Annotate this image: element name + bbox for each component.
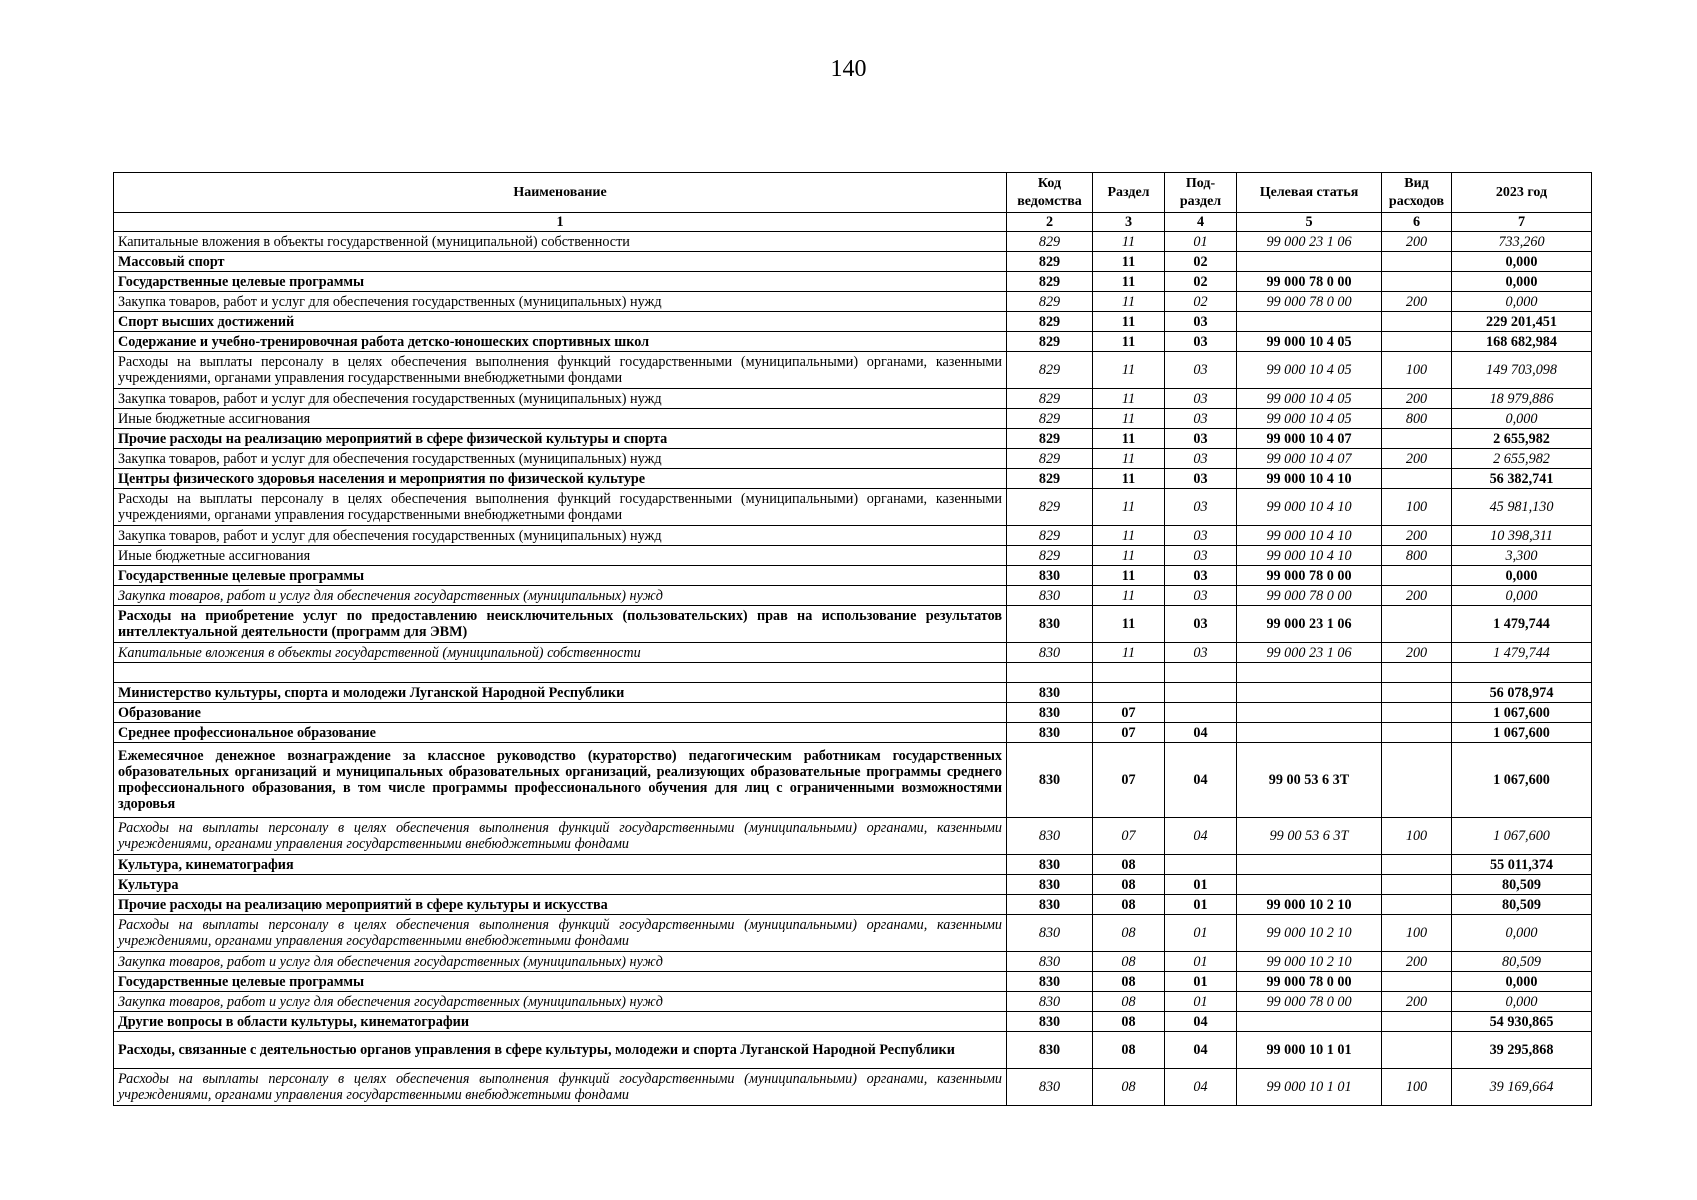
cell-type <box>1382 312 1452 332</box>
column-number-row <box>114 213 1592 232</box>
cell-section: 08 <box>1093 1032 1165 1069</box>
cell-name: Ежемесячное денежное вознаграждение за классное руководство (кураторство) педагогическим работникам государственных образовательных организаций и муниципальных образовательных организаций, реализующих образовательные программы среднего профессионального образования, в том числе программы профессионального обучения для лиц с ограниченными возможностями здоровья <box>114 743 1007 818</box>
cell-year: 1 067,600 <box>1452 723 1592 743</box>
table-row <box>114 683 1592 703</box>
cell-name: Закупка товаров, работ и услуг для обеспечения государственных (муниципальных) нужд <box>114 952 1007 972</box>
cell-section: 08 <box>1093 952 1165 972</box>
cell-target: 99 000 78 0 00 <box>1237 992 1382 1012</box>
cell-name <box>114 663 1007 683</box>
cell-year: 0,000 <box>1452 972 1592 992</box>
cell-target: 99 000 23 1 06 <box>1237 232 1382 252</box>
cell-section <box>1093 683 1165 703</box>
cell-type <box>1382 703 1452 723</box>
cell-target: 99 000 78 0 00 <box>1237 272 1382 292</box>
cell-type: 200 <box>1382 586 1452 606</box>
table-row <box>114 586 1592 606</box>
cell-name: Прочие расходы на реализацию мероприятий в сфере культуры и искусства <box>114 895 1007 915</box>
cell-name: Закупка товаров, работ и услуг для обеспечения государственных (муниципальных) нужд <box>114 449 1007 469</box>
cell-dept: 830 <box>1007 952 1093 972</box>
cell-type: 200 <box>1382 643 1452 663</box>
table-row <box>114 332 1592 352</box>
cell-type <box>1382 855 1452 875</box>
cell-target: 99 000 10 4 05 <box>1237 409 1382 429</box>
cell-name: Расходы, связанные с деятельностью органов управления в сфере культуры, молодежи и спорта Луганской Народной Республики <box>114 1032 1007 1069</box>
cell-year: 1 067,600 <box>1452 703 1592 723</box>
cell-name: Расходы на выплаты персоналу в целях обеспечения выполнения функций государственными (муниципальными) органами, казенными учреждениями, органами управления государственными внебюджетными фондами <box>114 818 1007 855</box>
col-number: 5 <box>1237 213 1382 232</box>
cell-type: 200 <box>1382 232 1452 252</box>
cell-name: Капитальные вложения в объекты государственной (муниципальной) собственности <box>114 643 1007 663</box>
col-header-section: Раздел <box>1093 173 1165 213</box>
cell-name: Министерство культуры, спорта и молодежи Луганской Народной Республики <box>114 683 1007 703</box>
cell-subsection: 01 <box>1165 992 1237 1012</box>
table-row <box>114 992 1592 1012</box>
cell-dept: 830 <box>1007 586 1093 606</box>
cell-year: 10 398,311 <box>1452 526 1592 546</box>
cell-section: 07 <box>1093 723 1165 743</box>
cell-type <box>1382 683 1452 703</box>
table-row <box>114 1012 1592 1032</box>
cell-name: Закупка товаров, работ и услуг для обеспечения государственных (муниципальных) нужд <box>114 526 1007 546</box>
col-number: 2 <box>1007 213 1093 232</box>
cell-target: 99 000 23 1 06 <box>1237 643 1382 663</box>
cell-target <box>1237 683 1382 703</box>
cell-target: 99 000 10 4 10 <box>1237 489 1382 526</box>
cell-type: 200 <box>1382 526 1452 546</box>
table-row <box>114 292 1592 312</box>
cell-target <box>1237 703 1382 723</box>
cell-type: 200 <box>1382 292 1452 312</box>
cell-target: 99 000 10 2 10 <box>1237 952 1382 972</box>
cell-type <box>1382 566 1452 586</box>
table-row <box>114 895 1592 915</box>
cell-section: 11 <box>1093 409 1165 429</box>
cell-type <box>1382 663 1452 683</box>
cell-year: 0,000 <box>1452 992 1592 1012</box>
cell-subsection: 03 <box>1165 489 1237 526</box>
cell-dept: 830 <box>1007 743 1093 818</box>
cell-target: 99 000 10 4 07 <box>1237 449 1382 469</box>
table-row <box>114 743 1592 818</box>
cell-type <box>1382 895 1452 915</box>
cell-type <box>1382 972 1452 992</box>
cell-target <box>1237 252 1382 272</box>
cell-dept: 830 <box>1007 972 1093 992</box>
cell-name: Государственные целевые программы <box>114 566 1007 586</box>
cell-year: 1 067,600 <box>1452 818 1592 855</box>
cell-subsection: 02 <box>1165 252 1237 272</box>
cell-dept: 829 <box>1007 272 1093 292</box>
cell-dept: 830 <box>1007 992 1093 1012</box>
cell-subsection: 04 <box>1165 743 1237 818</box>
cell-section <box>1093 663 1165 683</box>
cell-section: 11 <box>1093 586 1165 606</box>
cell-target <box>1237 312 1382 332</box>
table-row <box>114 855 1592 875</box>
cell-name: Расходы на выплаты персоналу в целях обеспечения выполнения функций государственными (муниципальными) органами, казенными учреждениями, органами управления государственными внебюджетными фондами <box>114 915 1007 952</box>
cell-name: Центры физического здоровья населения и мероприятия по физической культуре <box>114 469 1007 489</box>
cell-target: 99 000 10 2 10 <box>1237 915 1382 952</box>
cell-type: 200 <box>1382 952 1452 972</box>
cell-type: 100 <box>1382 489 1452 526</box>
cell-target: 99 000 10 4 10 <box>1237 469 1382 489</box>
cell-subsection: 03 <box>1165 526 1237 546</box>
cell-type: 100 <box>1382 1069 1452 1106</box>
cell-subsection: 01 <box>1165 875 1237 895</box>
cell-dept: 830 <box>1007 855 1093 875</box>
cell-dept: 829 <box>1007 352 1093 389</box>
cell-section: 11 <box>1093 643 1165 663</box>
table-row <box>114 469 1592 489</box>
cell-subsection: 03 <box>1165 429 1237 449</box>
cell-section: 11 <box>1093 352 1165 389</box>
table-row <box>114 449 1592 469</box>
cell-dept: 829 <box>1007 312 1093 332</box>
col-number: 7 <box>1452 213 1592 232</box>
table-row <box>114 526 1592 546</box>
table-row <box>114 272 1592 292</box>
table-row <box>114 818 1592 855</box>
cell-section: 11 <box>1093 469 1165 489</box>
cell-subsection: 03 <box>1165 469 1237 489</box>
cell-year: 45 981,130 <box>1452 489 1592 526</box>
cell-target: 99 000 78 0 00 <box>1237 972 1382 992</box>
cell-type <box>1382 332 1452 352</box>
cell-target: 99 000 10 4 05 <box>1237 352 1382 389</box>
cell-section: 11 <box>1093 252 1165 272</box>
table-row <box>114 429 1592 449</box>
cell-dept: 830 <box>1007 895 1093 915</box>
cell-dept: 830 <box>1007 566 1093 586</box>
table-row <box>114 232 1592 252</box>
cell-type: 100 <box>1382 352 1452 389</box>
table-row <box>114 952 1592 972</box>
cell-subsection <box>1165 855 1237 875</box>
cell-name: Государственные целевые программы <box>114 272 1007 292</box>
cell-section: 08 <box>1093 915 1165 952</box>
cell-name: Культура <box>114 875 1007 895</box>
cell-dept: 830 <box>1007 723 1093 743</box>
cell-year: 54 930,865 <box>1452 1012 1592 1032</box>
cell-subsection: 01 <box>1165 952 1237 972</box>
cell-section: 11 <box>1093 489 1165 526</box>
cell-year: 80,509 <box>1452 952 1592 972</box>
cell-year: 56 078,974 <box>1452 683 1592 703</box>
table-row <box>114 409 1592 429</box>
cell-type <box>1382 606 1452 643</box>
cell-year: 0,000 <box>1452 409 1592 429</box>
cell-target <box>1237 875 1382 895</box>
cell-target <box>1237 855 1382 875</box>
cell-type <box>1382 429 1452 449</box>
cell-dept: 830 <box>1007 1032 1093 1069</box>
cell-year: 0,000 <box>1452 272 1592 292</box>
cell-year: 18 979,886 <box>1452 389 1592 409</box>
table-row <box>114 643 1592 663</box>
cell-type <box>1382 1012 1452 1032</box>
table-row <box>114 546 1592 566</box>
cell-name: Другие вопросы в области культуры, кинематографии <box>114 1012 1007 1032</box>
cell-type <box>1382 875 1452 895</box>
cell-name: Среднее профессиональное образование <box>114 723 1007 743</box>
cell-target: 99 00 53 6 3Т <box>1237 743 1382 818</box>
col-header-name: Наименование <box>114 173 1007 213</box>
table-row <box>114 389 1592 409</box>
table-row <box>114 663 1592 683</box>
cell-subsection: 03 <box>1165 566 1237 586</box>
cell-subsection: 03 <box>1165 586 1237 606</box>
cell-section: 07 <box>1093 703 1165 723</box>
cell-dept: 829 <box>1007 489 1093 526</box>
cell-subsection: 03 <box>1165 332 1237 352</box>
cell-name: Содержание и учебно-тренировочная работа детско-юношеских спортивных школ <box>114 332 1007 352</box>
cell-section: 08 <box>1093 1069 1165 1106</box>
cell-name: Закупка товаров, работ и услуг для обеспечения государственных (муниципальных) нужд <box>114 992 1007 1012</box>
cell-type <box>1382 743 1452 818</box>
cell-subsection: 03 <box>1165 352 1237 389</box>
table-row <box>114 489 1592 526</box>
cell-section: 07 <box>1093 818 1165 855</box>
cell-subsection: 04 <box>1165 1032 1237 1069</box>
cell-dept <box>1007 663 1093 683</box>
table-row <box>114 606 1592 643</box>
cell-dept: 830 <box>1007 1012 1093 1032</box>
cell-name: Иные бюджетные ассигнования <box>114 409 1007 429</box>
cell-year: 149 703,098 <box>1452 352 1592 389</box>
cell-section: 11 <box>1093 389 1165 409</box>
col-header-year: 2023 год <box>1452 173 1592 213</box>
cell-name: Расходы на выплаты персоналу в целях обеспечения выполнения функций государственными (муниципальными) органами, казенными учреждениями, органами управления государственными внебюджетными фондами <box>114 1069 1007 1106</box>
cell-dept: 830 <box>1007 875 1093 895</box>
cell-section: 11 <box>1093 272 1165 292</box>
cell-section: 11 <box>1093 566 1165 586</box>
cell-section: 11 <box>1093 429 1165 449</box>
cell-dept: 829 <box>1007 232 1093 252</box>
cell-year: 0,000 <box>1452 292 1592 312</box>
cell-target: 99 000 10 4 10 <box>1237 546 1382 566</box>
page-number: 140 <box>830 56 867 82</box>
cell-section: 08 <box>1093 972 1165 992</box>
cell-type <box>1382 1032 1452 1069</box>
table-row <box>114 703 1592 723</box>
cell-year: 2 655,982 <box>1452 429 1592 449</box>
cell-subsection <box>1165 683 1237 703</box>
table-row <box>114 252 1592 272</box>
cell-name: Образование <box>114 703 1007 723</box>
table-row <box>114 1032 1592 1069</box>
cell-name: Закупка товаров, работ и услуг для обеспечения государственных (муниципальных) нужд <box>114 586 1007 606</box>
cell-year: 80,509 <box>1452 895 1592 915</box>
cell-dept: 829 <box>1007 252 1093 272</box>
cell-dept: 830 <box>1007 1069 1093 1106</box>
cell-name: Прочие расходы на реализацию мероприятий в сфере физической культуры и спорта <box>114 429 1007 449</box>
cell-target: 99 000 10 4 05 <box>1237 389 1382 409</box>
cell-subsection: 04 <box>1165 723 1237 743</box>
cell-dept: 829 <box>1007 526 1093 546</box>
cell-name: Расходы на выплаты персоналу в целях обеспечения выполнения функций государственными (муниципальными) органами, казенными учреждениями, органами управления государственными внебюджетными фондами <box>114 489 1007 526</box>
cell-target: 99 000 10 1 01 <box>1237 1069 1382 1106</box>
cell-section: 08 <box>1093 1012 1165 1032</box>
cell-section: 11 <box>1093 526 1165 546</box>
cell-dept: 830 <box>1007 606 1093 643</box>
cell-target <box>1237 723 1382 743</box>
table-row <box>114 972 1592 992</box>
cell-section: 08 <box>1093 855 1165 875</box>
cell-name: Иные бюджетные ассигнования <box>114 546 1007 566</box>
cell-year: 1 067,600 <box>1452 743 1592 818</box>
cell-dept: 829 <box>1007 546 1093 566</box>
table-row <box>114 875 1592 895</box>
cell-dept: 830 <box>1007 703 1093 723</box>
col-header-dept: Код ведомства <box>1007 173 1093 213</box>
cell-type <box>1382 469 1452 489</box>
cell-target: 99 000 10 2 10 <box>1237 895 1382 915</box>
budget-table <box>113 172 1592 1106</box>
cell-target: 99 000 10 4 05 <box>1237 332 1382 352</box>
cell-year: 733,260 <box>1452 232 1592 252</box>
cell-target: 99 000 78 0 00 <box>1237 566 1382 586</box>
cell-section: 11 <box>1093 312 1165 332</box>
col-number: 1 <box>114 213 1007 232</box>
cell-name: Капитальные вложения в объекты государственной (муниципальной) собственности <box>114 232 1007 252</box>
table-row <box>114 352 1592 389</box>
col-header-type: Вид расходов <box>1382 173 1452 213</box>
cell-subsection: 03 <box>1165 409 1237 429</box>
cell-section: 11 <box>1093 332 1165 352</box>
cell-type: 100 <box>1382 818 1452 855</box>
cell-subsection: 03 <box>1165 546 1237 566</box>
cell-subsection: 03 <box>1165 449 1237 469</box>
cell-subsection: 04 <box>1165 818 1237 855</box>
cell-dept: 829 <box>1007 409 1093 429</box>
cell-year: 0,000 <box>1452 586 1592 606</box>
cell-name: Массовый спорт <box>114 252 1007 272</box>
cell-year: 0,000 <box>1452 915 1592 952</box>
cell-year: 229 201,451 <box>1452 312 1592 332</box>
col-header-subsection: Под-раздел <box>1165 173 1237 213</box>
cell-section: 07 <box>1093 743 1165 818</box>
cell-type: 200 <box>1382 992 1452 1012</box>
col-number: 3 <box>1093 213 1165 232</box>
cell-target: 99 000 23 1 06 <box>1237 606 1382 643</box>
cell-year: 0,000 <box>1452 252 1592 272</box>
cell-name: Спорт высших достижений <box>114 312 1007 332</box>
cell-subsection: 01 <box>1165 972 1237 992</box>
cell-name: Закупка товаров, работ и услуг для обеспечения государственных (муниципальных) нужд <box>114 292 1007 312</box>
cell-section: 11 <box>1093 546 1165 566</box>
cell-section: 11 <box>1093 232 1165 252</box>
col-number: 6 <box>1382 213 1452 232</box>
cell-year: 0,000 <box>1452 566 1592 586</box>
cell-subsection <box>1165 663 1237 683</box>
cell-name: Расходы на выплаты персоналу в целях обеспечения выполнения функций государственными (муниципальными) органами, казенными учреждениями, органами управления государственными внебюджетными фондами <box>114 352 1007 389</box>
cell-year: 80,509 <box>1452 875 1592 895</box>
cell-section: 08 <box>1093 992 1165 1012</box>
cell-dept: 830 <box>1007 683 1093 703</box>
cell-year <box>1452 663 1592 683</box>
table-row <box>114 915 1592 952</box>
cell-target <box>1237 663 1382 683</box>
cell-dept: 829 <box>1007 292 1093 312</box>
cell-target: 99 000 78 0 00 <box>1237 292 1382 312</box>
cell-type: 200 <box>1382 389 1452 409</box>
cell-dept: 829 <box>1007 429 1093 449</box>
cell-subsection: 02 <box>1165 292 1237 312</box>
table-row <box>114 723 1592 743</box>
cell-subsection: 02 <box>1165 272 1237 292</box>
col-number: 4 <box>1165 213 1237 232</box>
table-row <box>114 312 1592 332</box>
col-header-target: Целевая статья <box>1237 173 1382 213</box>
cell-section: 11 <box>1093 449 1165 469</box>
cell-subsection: 03 <box>1165 643 1237 663</box>
cell-type <box>1382 723 1452 743</box>
cell-target: 99 00 53 6 3Т <box>1237 818 1382 855</box>
cell-section: 11 <box>1093 606 1165 643</box>
table-row <box>114 1069 1592 1106</box>
cell-type: 800 <box>1382 546 1452 566</box>
cell-type: 100 <box>1382 915 1452 952</box>
cell-section: 08 <box>1093 875 1165 895</box>
cell-section: 11 <box>1093 292 1165 312</box>
cell-dept: 829 <box>1007 449 1093 469</box>
cell-subsection: 01 <box>1165 915 1237 952</box>
cell-target: 99 000 78 0 00 <box>1237 586 1382 606</box>
cell-type <box>1382 252 1452 272</box>
cell-subsection: 04 <box>1165 1069 1237 1106</box>
cell-dept: 830 <box>1007 643 1093 663</box>
cell-dept: 829 <box>1007 389 1093 409</box>
cell-year: 55 011,374 <box>1452 855 1592 875</box>
cell-year: 168 682,984 <box>1452 332 1592 352</box>
cell-subsection: 01 <box>1165 895 1237 915</box>
cell-year: 39 295,868 <box>1452 1032 1592 1069</box>
cell-year: 39 169,664 <box>1452 1069 1592 1106</box>
cell-name: Культура, кинематография <box>114 855 1007 875</box>
cell-subsection: 04 <box>1165 1012 1237 1032</box>
cell-subsection <box>1165 703 1237 723</box>
cell-year: 1 479,744 <box>1452 606 1592 643</box>
cell-name: Расходы на приобретение услуг по предоставлению неисключительных (пользовательских) прав на использование результатов интеллектуальной деятельности (программ для ЭВМ) <box>114 606 1007 643</box>
cell-year: 56 382,741 <box>1452 469 1592 489</box>
header-row <box>114 173 1592 213</box>
cell-subsection: 03 <box>1165 389 1237 409</box>
cell-dept: 829 <box>1007 332 1093 352</box>
cell-target: 99 000 10 4 07 <box>1237 429 1382 449</box>
cell-dept: 830 <box>1007 818 1093 855</box>
cell-year: 1 479,744 <box>1452 643 1592 663</box>
cell-name: Закупка товаров, работ и услуг для обеспечения государственных (муниципальных) нужд <box>114 389 1007 409</box>
cell-target <box>1237 1012 1382 1032</box>
cell-subsection: 03 <box>1165 606 1237 643</box>
cell-name: Государственные целевые программы <box>114 972 1007 992</box>
cell-year: 3,300 <box>1452 546 1592 566</box>
cell-target: 99 000 10 4 10 <box>1237 526 1382 546</box>
cell-subsection: 03 <box>1165 312 1237 332</box>
cell-section: 08 <box>1093 895 1165 915</box>
cell-dept: 830 <box>1007 915 1093 952</box>
cell-year: 2 655,982 <box>1452 449 1592 469</box>
cell-dept: 829 <box>1007 469 1093 489</box>
cell-subsection: 01 <box>1165 232 1237 252</box>
cell-type <box>1382 272 1452 292</box>
cell-type: 200 <box>1382 449 1452 469</box>
cell-type: 800 <box>1382 409 1452 429</box>
cell-target: 99 000 10 1 01 <box>1237 1032 1382 1069</box>
table-row <box>114 566 1592 586</box>
